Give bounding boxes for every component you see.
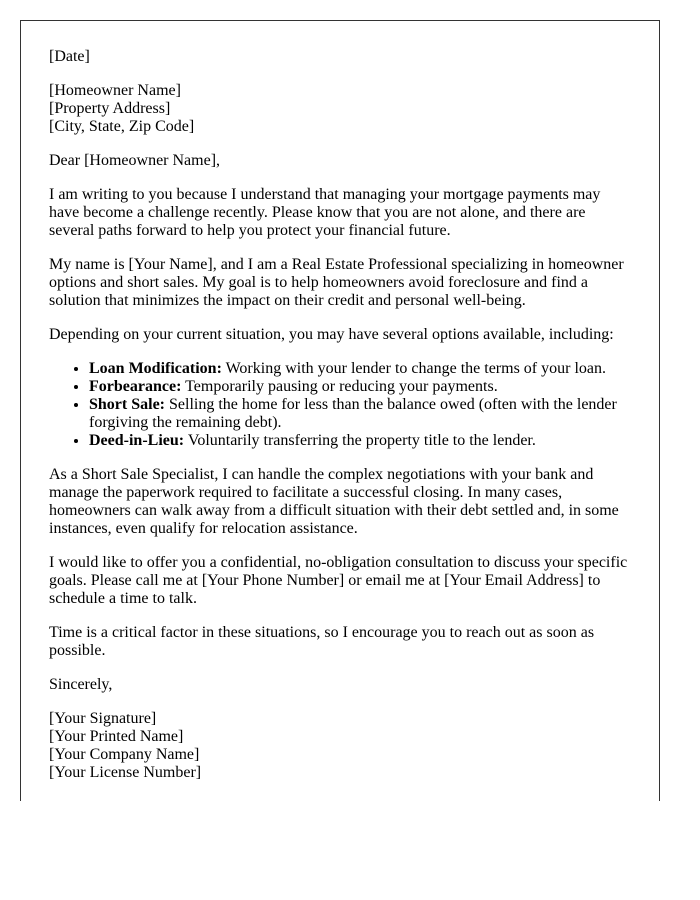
recipient-name: [Homeowner Name] — [49, 82, 181, 99]
option-item-deed-in-lieu — [89, 432, 631, 450]
option-item-forbearance — [89, 378, 631, 396]
letter-page — [20, 20, 660, 801]
options-list — [49, 360, 631, 450]
option-term: Loan Modification: — [89, 360, 222, 377]
about-paragraph: My name is [Your Name], and I am a Real Estate Professional specializing in homeowner options and short sales. My goal is to help homeowners avoid foreclosure and find a solution that minimizes the impact on their credit and personal well-being. — [49, 256, 624, 309]
option-desc: Temporarily pausing or reducing your payments. — [181, 378, 498, 395]
option-item-loan-modification — [89, 360, 631, 378]
intro-paragraph: I am writing to you because I understand that managing your mortgage payments may have become a challenge recently. Please know that you are not alone, and there are several paths forward to help you protect your financial future. — [49, 186, 601, 239]
option-term: Forbearance: — [89, 378, 182, 395]
urgency-paragraph: Time is a critical factor in these situations, so I encourage you to reach out as soon as possible. — [49, 624, 595, 659]
company-name-line: [Your Company Name] — [49, 746, 200, 763]
option-item-short-sale — [89, 396, 631, 432]
specialist-paragraph: As a Short Sale Specialist, I can handle the complex negotiations with your bank and manage the paperwork required to facilitate a successful closing. In many cases, homeowners can walk away from a difficult situation with their debt settled and, in some instances, even qualify for relocation assistance. — [49, 466, 619, 537]
signature-line: [Your Signature] — [49, 710, 157, 727]
options-intro-paragraph: Depending on your current situation, you may have several options available, including: — [49, 326, 614, 343]
option-desc: Working with your lender to change the terms of your loan. — [221, 360, 606, 377]
signature-block — [49, 710, 631, 782]
option-term: Deed-in-Lieu: — [89, 432, 185, 449]
valediction: Sincerely, — [49, 676, 113, 693]
salutation: Dear [Homeowner Name], — [49, 152, 221, 169]
option-term: Short Sale: — [89, 396, 165, 413]
option-desc: Voluntarily transferring the property title to the lender. — [184, 432, 536, 449]
recipient-city-state-zip: [City, State, Zip Code] — [49, 118, 195, 135]
consultation-paragraph: I would like to offer you a confidential, no-obligation consultation to discuss your specific goals. Please call me at [Your Phone Number] or email me at [Your Email Address] to schedule a time to talk. — [49, 554, 628, 607]
printed-name-line: [Your Printed Name] — [49, 728, 184, 745]
letter-date: [Date] — [49, 48, 90, 65]
option-desc: Selling the home for less than the balance owed (often with the lender forgiving the remaining debt). — [89, 396, 617, 431]
recipient-address-block — [49, 82, 631, 136]
license-number-line: [Your License Number] — [49, 764, 202, 781]
recipient-address: [Property Address] — [49, 100, 171, 117]
